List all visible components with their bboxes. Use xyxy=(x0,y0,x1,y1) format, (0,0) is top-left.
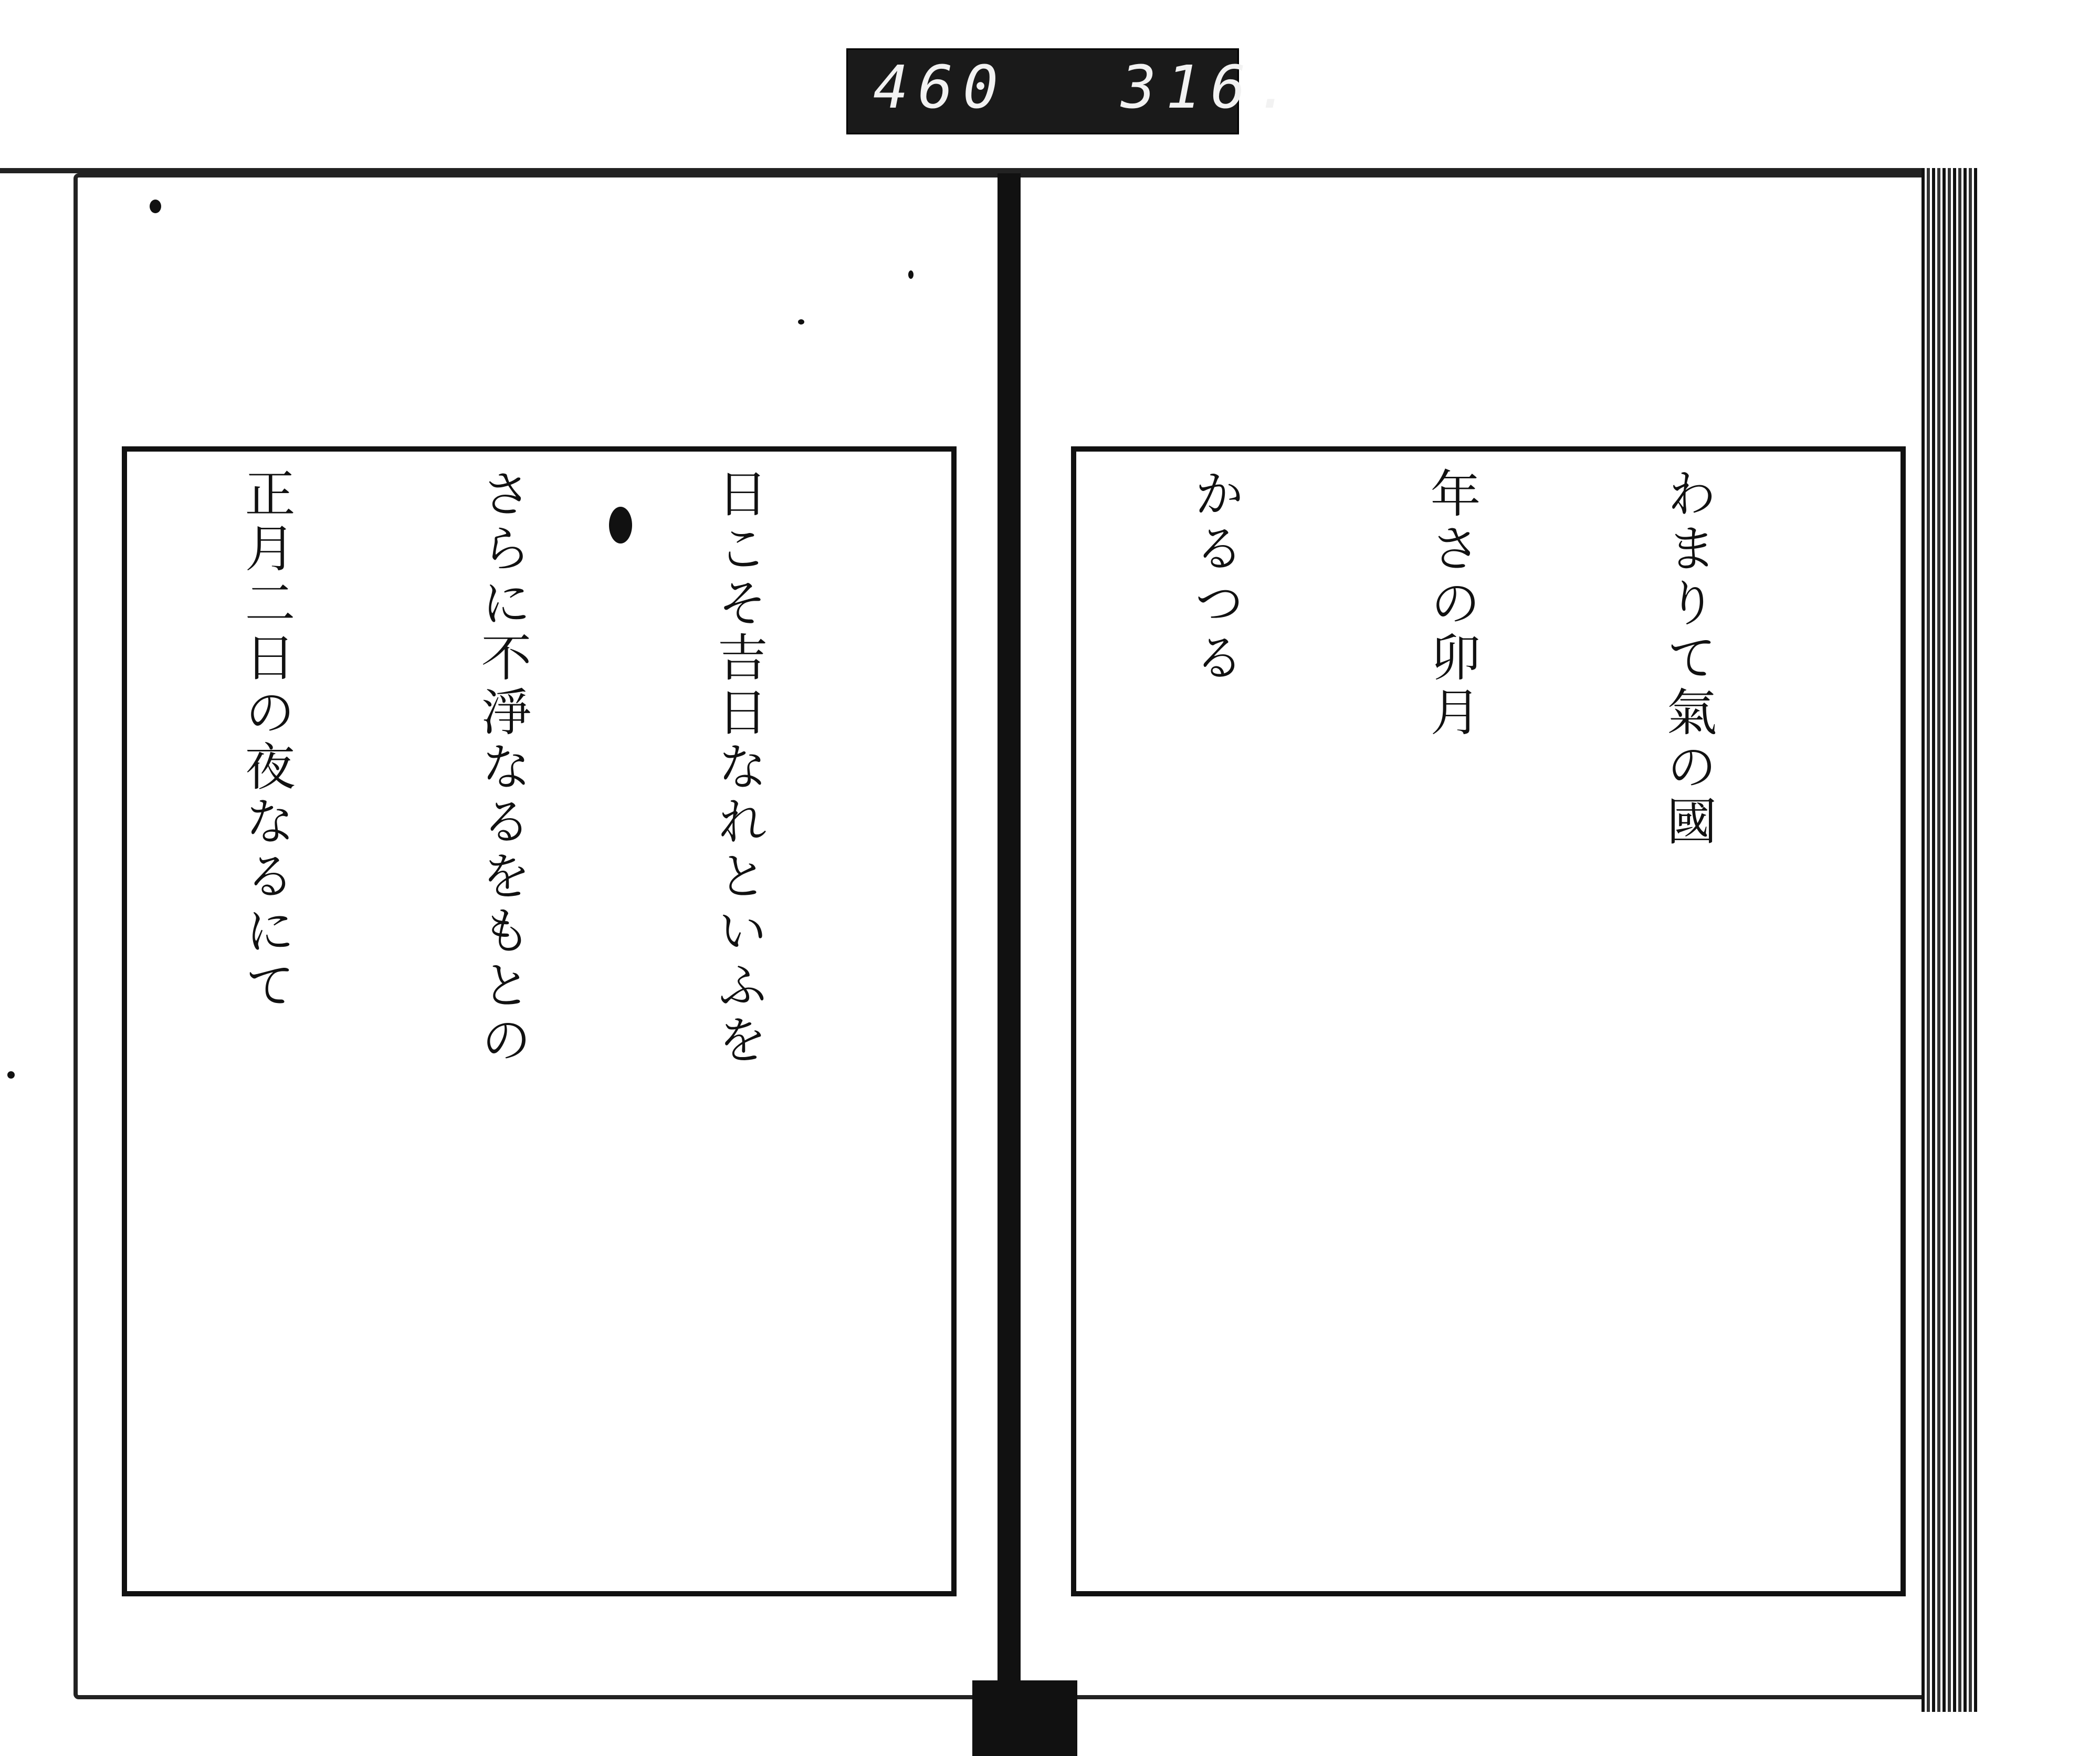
ink-dot xyxy=(150,200,161,213)
left-column-3: 正月二日の夜なるにて xyxy=(237,467,296,1013)
right-page-text-frame xyxy=(1071,446,1906,1596)
ink-dot xyxy=(7,1071,15,1079)
microfilm-label xyxy=(846,48,1300,134)
book-gutter xyxy=(998,173,1021,1738)
left-page-text xyxy=(143,467,936,1575)
right-page-stack xyxy=(1922,168,1979,1712)
film-number-left: 460 xyxy=(873,54,1008,122)
left-column-2: さらに不淨なるをもとの xyxy=(473,467,532,1068)
bottom-binding-tab xyxy=(972,1680,1077,1756)
scan-top-edge xyxy=(0,168,1942,173)
left-page-edge xyxy=(0,179,76,1680)
ink-dot xyxy=(798,319,804,325)
left-page-text-frame xyxy=(122,446,957,1596)
left-column-1: 日こそ吉日なれといふを xyxy=(709,467,768,1068)
ink-dot xyxy=(908,270,914,279)
ink-smudge xyxy=(609,507,632,543)
right-column-3: かるつる xyxy=(1186,467,1245,686)
right-page-text xyxy=(1092,467,1885,1575)
film-number-right: 316. xyxy=(1121,54,1300,122)
right-column-2: 年さの卯月 xyxy=(1422,467,1481,740)
right-column-1: わまりて氣の國 xyxy=(1658,467,1717,850)
